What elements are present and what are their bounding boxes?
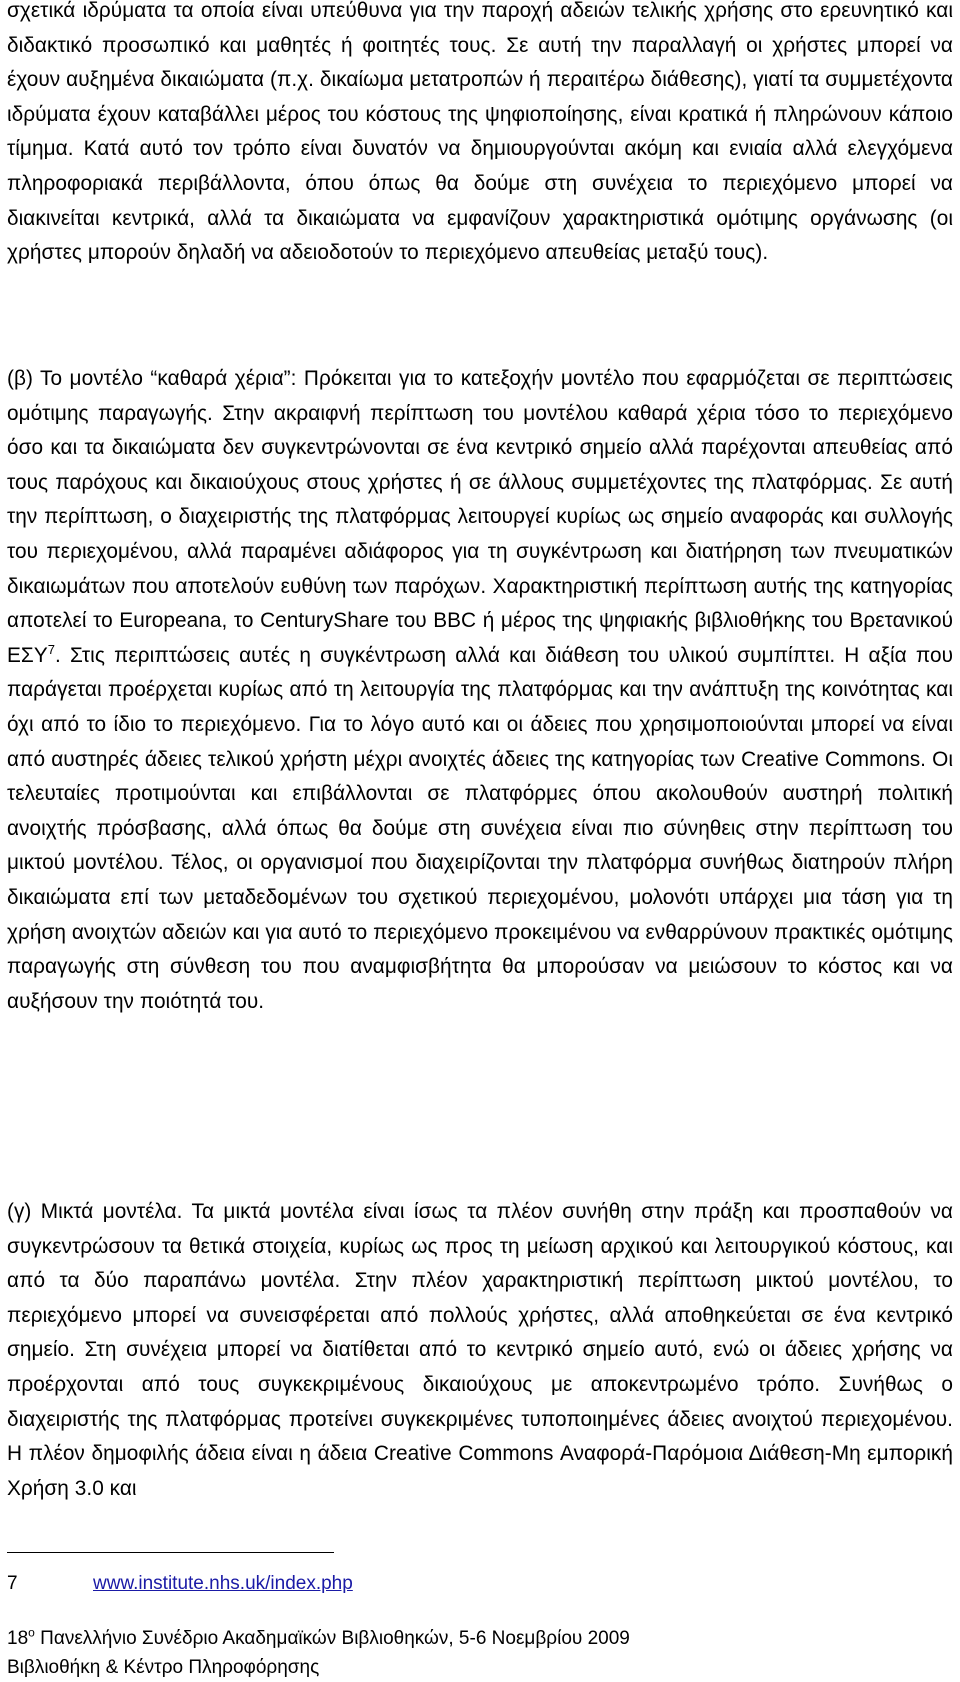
footer-edition-suffix: ο xyxy=(28,1625,35,1640)
footer-conference-title: Πανελλήνιο Συνέδριο Ακαδημαϊκών Βιβλιοθηκών, 5-6 Νοεμβρίου 2009 xyxy=(34,1628,630,1649)
document-page xyxy=(7,0,953,1682)
paragraph-clean-hands-model xyxy=(7,362,953,1019)
footnote xyxy=(7,1571,353,1597)
paragraph-text: (β) Το μοντέλο “καθαρά χέρια”: Πρόκειται για το κατεξοχήν μοντέλο που εφαρμόζεται σε περιπτώσεις ομότιμης παραγωγής. Στην ακραιφνή περίπτωση του μοντέλου καθαρά χέρια τόσο το περιεχόμενο όσο και τα δικαιώματα δεν συγκεντρώνονται σε ένα κεντρικό σημείο αλλά παρέχονται απευθείας από τους παρόχους και δικαιούχους στους χρήστες ή σε άλλους συμμετέχοντες της πλατφόρμας. Σε αυτή την περίπτωση, ο διαχειριστής της πλατφόρμας λειτουργεί κυρίως ως σημείο αναφοράς και συλλογής του περιεχομένου, αλλά παραμένει αδιάφορος για τη συγκέντρωση και διατήρηση των πνευματικών δικαιωμάτων που αποτελούν ευθύνη των παρόχων. Χαρακτηριστική περίπτωση αυτής της κατηγορίας αποτελεί το Europeana, το CenturyShare του BBC ή μέρος της ψηφιακής βιβλιοθήκης του Βρετανικού ΕΣΥ xyxy=(7,367,953,667)
footnote-link[interactable]: www.institute.nhs.uk/index.php xyxy=(93,1573,353,1594)
paragraph-text: σχετικά ιδρύματα τα οποία είναι υπεύθυνα για την παροχή αδειών τελικής χρήσης στο ερευνητικό και διδακτικό προσωπικό και μαθητές ή φοιτητές τους. Σε αυτή την παραλλαγή οι χρήστες μπορεί να έχουν αυξημένα δικαιώματα (π.χ. δικαίωμα μετατροπών ή περαιτέρω διάθεσης), γιατί τα συμμετέχοντα ιδρύματα έχουν καταβάλλει μέρος του κόστους της ψηφιοποίησης, είναι κρατικά ή πληρώνουν κάποιο τίμημα. Κατά αυτό τον τρόπο είναι δυνατόν να δημιουργούνται ακόμη και ενιαία αλλά ελεγχόμενα πληροφοριακά περιβάλλοντα, όπου όπως θα δούμε στη συνέχεια το περιεχόμενο μπορεί να διακινείται κεντρικά, αλλά τα δικαιώματα να εμφανίζουν χαρακτηριστικά ομότιμης οργάνωσης (οι χρήστες μπορούν δηλαδή να αδειοδοτούν το περιεχόμενο απευθείας μεταξύ τους). xyxy=(7,0,953,265)
paragraph-text-continued: . Στις περιπτώσεις αυτές η συγκέντρωση αλλά και διάθεση του υλικού συμπίπτει. Η αξία που παράγεται προέρχεται κυρίως από τη λειτουργία της πλατφόρμας και την ανάπτυξη της κοινότητας και όχι από το ίδιο το περιεχόμενο. Για το λόγο αυτό και οι άδειες που χρησιμοποιούνται μπορεί να είναι από αυστηρές άδειες τελικού χρήστη μέχρι ανοιχτές άδειες της κατηγορίας των Creative Commons. Οι τελευταίες προτιμούνται και επιβάλλονται σε πλατφόρμες όπου ακολουθούν αυστηρή πολιτική ανοιχτής πρόσβασης, αλλά όπως θα δούμε στη συνέχεια είναι πιο σύνηθεις στην περίπτωση του μικτού μοντέλου. Τέλος, οι οργανισμοί που διαχειρίζονται την πλατφόρμα συνήθως διατηρούν πλήρη δικαιώματα επί των μεταδεδομένων του σχετικού περιεχομένου, μολονότι υπάρχει μια τάση για τη χρήση ανοιχτών αδειών και για αυτό το περιεχόμενο προκειμένου να ενθαρρύνουν πρακτικές ομότιμης παραγωγής στη σύνθεση του που αναμφισβήτητα θα μπορούσαν να μειώσουν το κόστος και να αυξήσουν την ποιότητά του. xyxy=(7,643,953,1013)
footer-conference-line xyxy=(7,1624,630,1653)
footnote-divider xyxy=(7,1552,334,1553)
footnote-number: 7 xyxy=(7,1573,18,1594)
paragraph-mixed-models xyxy=(7,1195,953,1506)
footnote-reference[interactable]: 7 xyxy=(47,641,56,657)
paragraph-text: (γ) Μικτά μοντέλα. Τα μικτά μοντέλα είναι ίσως τα πλέον συνήθη στην πράξη και προσπαθούν να συγκεντρώσουν τα θετικά στοιχεία, κυρίως ως προς τη μείωση αρχικού και λειτουργικού κόστους, και από τα δύο παραπάνω μοντέλα. Στην πλέον χαρακτηριστική περίπτωση μικτού μοντέλου, το περιεχόμενο μπορεί να συνεισφέρεται από πολλούς χρήστες, αλλά αποθηκεύεται σε ένα κεντρικό σημείο. Στη συνέχεια μπορεί να διατίθεται από το κεντρικό σημείο αυτό, ενώ οι άδειες χρήσης να προέρχονται από τους συγκεκριμένους δικαιούχους με αποκεντρωμένο τρόπο. Συνήθως ο διαχειριστής της πλατφόρμας προτείνει συγκεκριμένες τυποποιημένες άδειες ανοιχτού περιεχομένου. Η πλέον δημοφιλής άδεια είναι η άδεια Creative Commons Αναφορά-Παρόμοια Διάθεση-Μη εμπορική Χρήση 3.0 και xyxy=(7,1200,953,1500)
footer-edition-number: 18 xyxy=(7,1628,29,1649)
page-footer xyxy=(7,1624,630,1682)
paragraph-institution-licensing xyxy=(7,0,953,271)
footer-organization: Βιβλιοθήκη & Κέντρο Πληροφόρησης xyxy=(7,1657,320,1678)
